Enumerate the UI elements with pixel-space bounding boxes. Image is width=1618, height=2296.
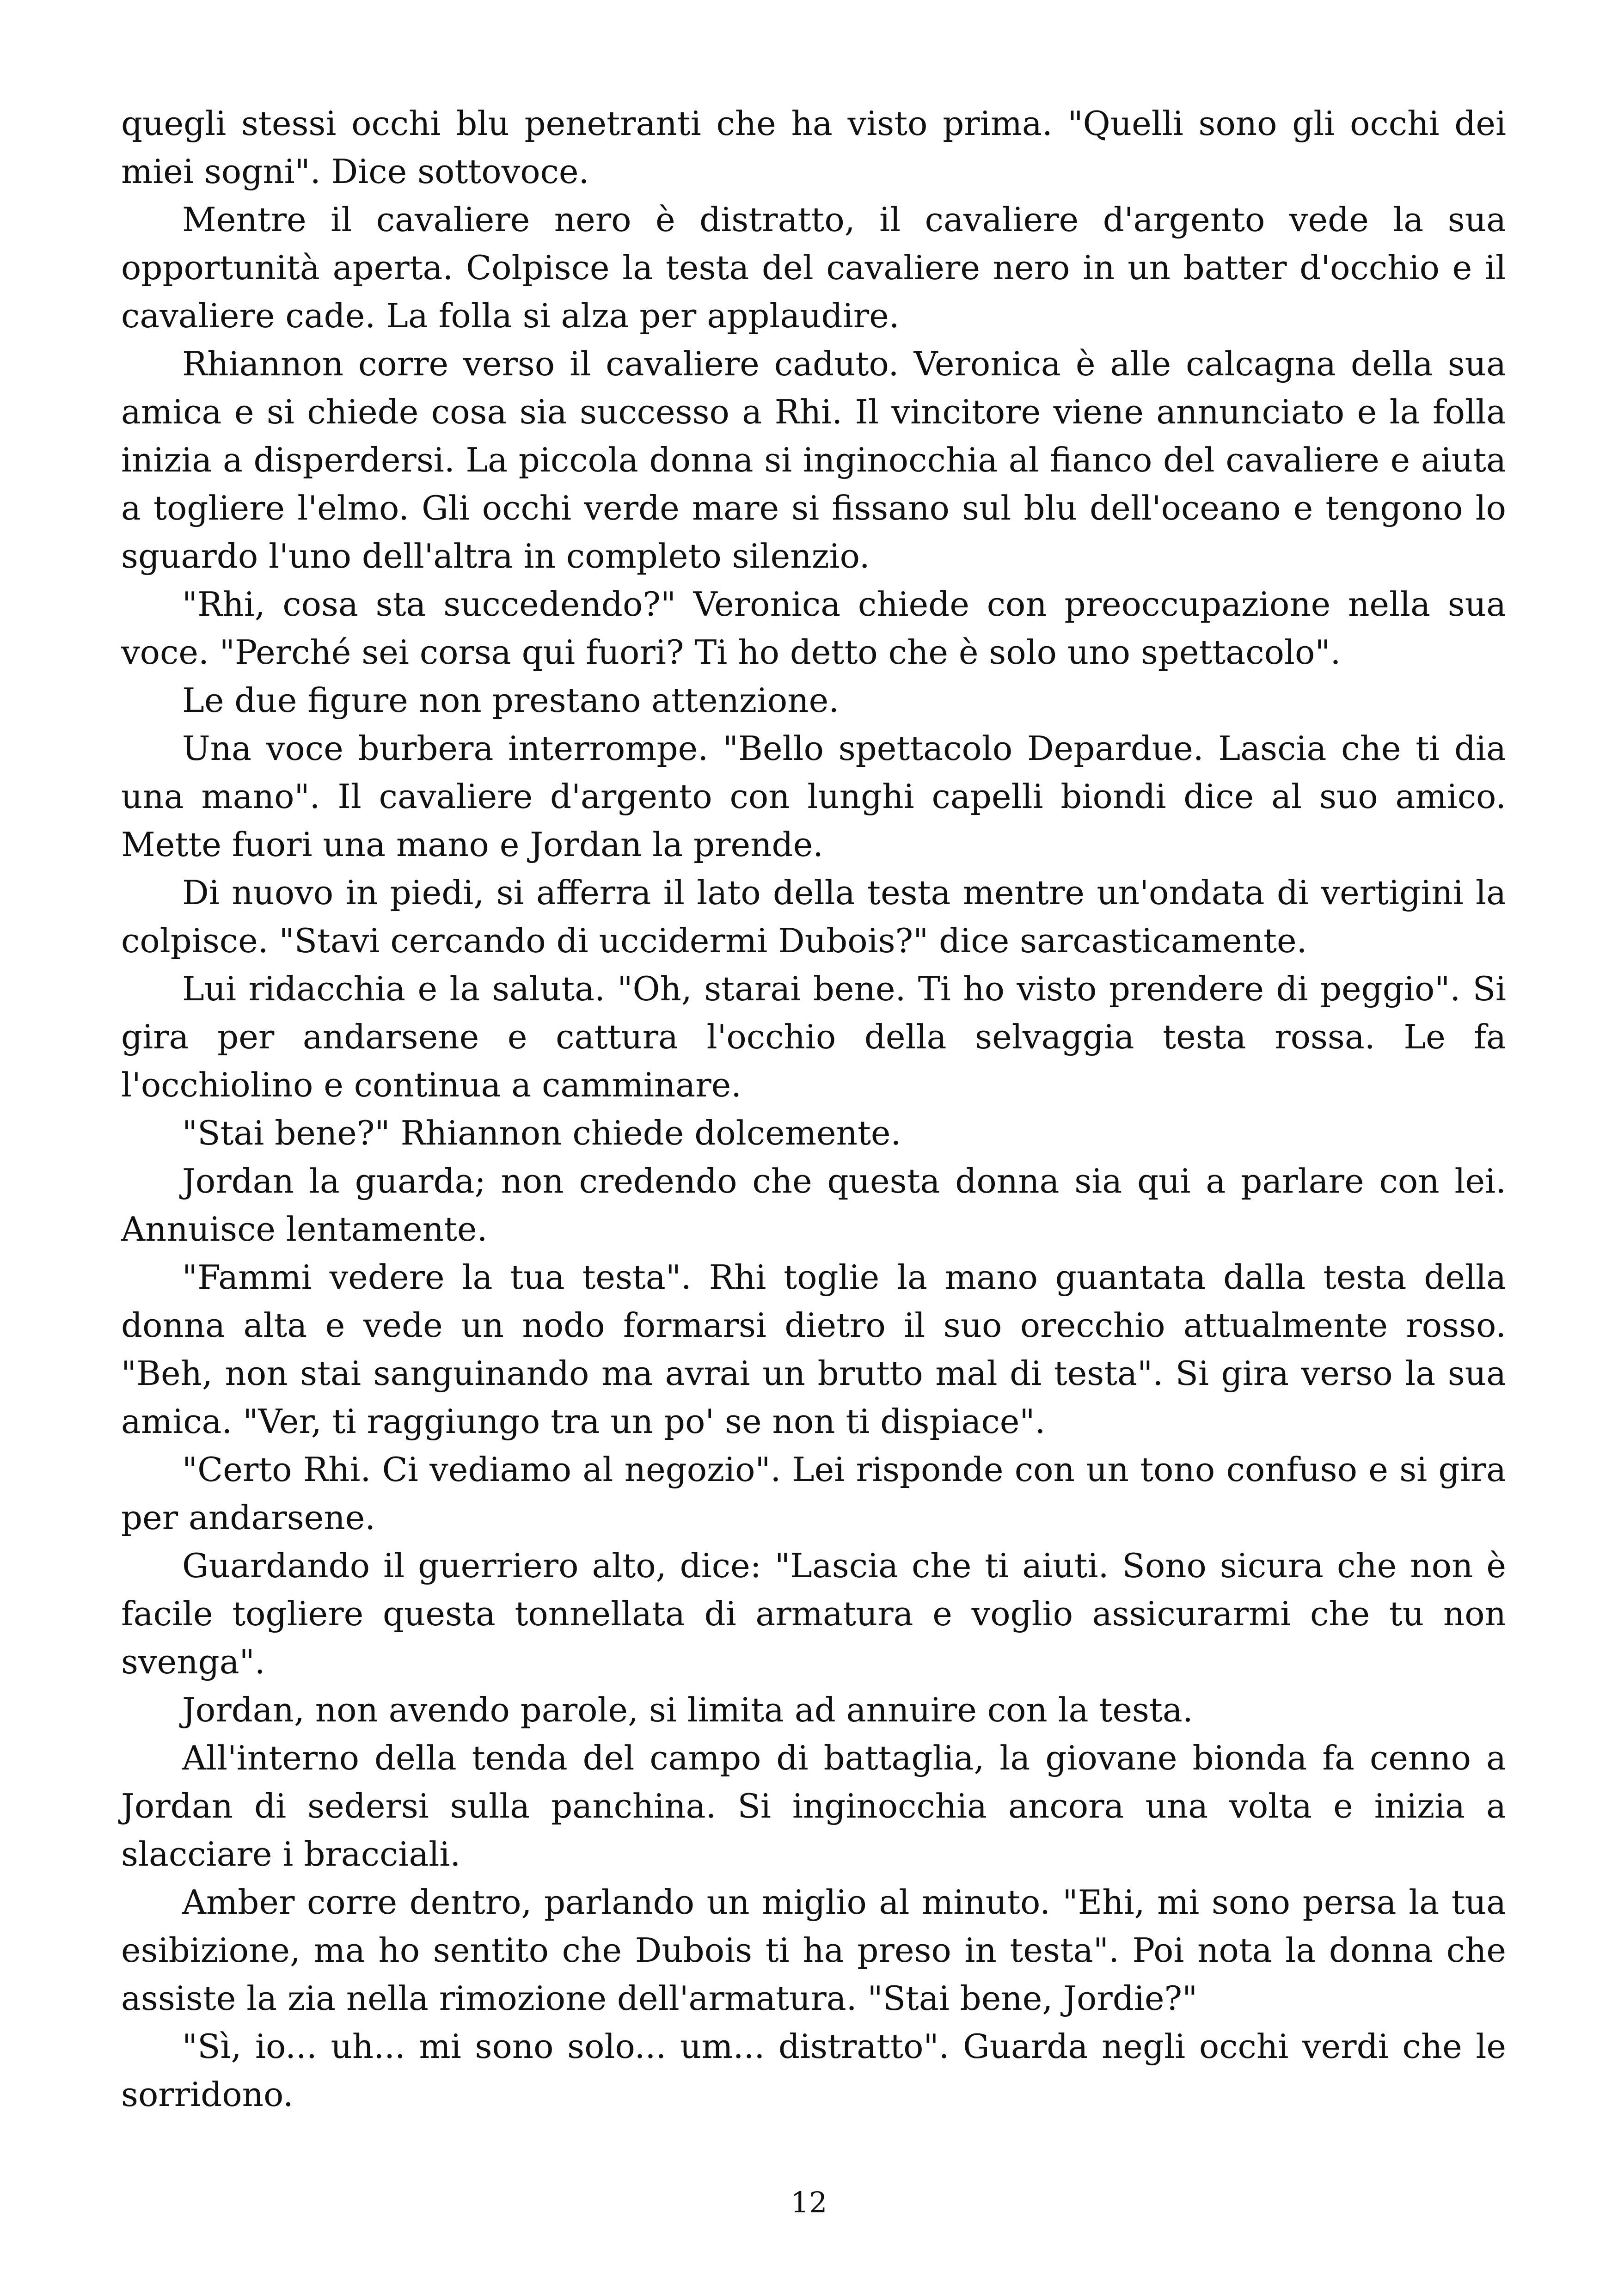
paragraph-2: Mentre il cavaliere nero è distratto, il cavaliere d'argento vede la sua opportunità aperta. Colpisce la testa del cavaliere nero in un batter d'occhio e il cavaliere cade. La folla si alza per applaudire. <box>121 200 1506 335</box>
paragraph-9: "Stai bene?" Rhiannon chiede dolcemente. <box>182 1114 901 1152</box>
paragraph-6: Una voce burbera interrompe. "Bello spettacolo Depardue. Lascia che ti dia una mano". Il cavaliere d'argento con lunghi capelli biondi dice al suo amico. Mette fuori una mano e Jordan la prende. <box>121 729 1506 864</box>
paragraph-16: Amber corre dentro, parlando un miglio al minuto. "Ehi, mi sono persa la tua esibizione, ma ho sentito che Dubois ti ha preso in testa". Poi nota la donna che assiste la zia nella rimozione dell'armatura. "Stai bene, Jordie?" <box>121 1883 1506 2018</box>
paragraph-8: Lui ridacchia e la saluta. "Oh, starai bene. Ti ho visto prendere di peggio". Si gira per andarsene e cattura l'occhio della selvaggia testa rossa. Le fa l'occhiolino e continua a camminare. <box>121 969 1506 1104</box>
paragraph-14: Jordan, non avendo parole, si limita ad annuire con la testa. <box>182 1690 1193 1729</box>
page-number: 12 <box>791 2186 827 2219</box>
paragraph-12: "Certo Rhi. Ci vediamo al negozio". Lei risponde con un tono confuso e si gira per andarsene. <box>121 1450 1506 1537</box>
paragraph-7: Di nuovo in piedi, si afferra il lato della testa mentre un'ondata di vertigini la colpisce. "Stavi cercando di uccidermi Dubois?" dice sarcasticamente. <box>121 873 1506 960</box>
paragraph-17: "Sì, io... uh... mi sono solo... um... distratto". Guarda negli occhi verdi che le sorridono. <box>121 2027 1506 2114</box>
page-body <box>121 99 1506 2118</box>
paragraph-3: Rhiannon corre verso il cavaliere caduto. Veronica è alle calcagna della sua amica e si chiede cosa sia successo a Rhi. Il vincitore viene annunciato e la folla inizia a disperdersi. La piccola donna si inginocchia al fianco del cavaliere e aiuta a togliere l'elmo. Gli occhi verde mare si fissano sul blu dell'oceano e tengono lo sguardo l'uno dell'altra in completo silenzio. <box>121 344 1506 576</box>
paragraph-1: quegli stessi occhi blu penetranti che ha visto prima. "Quelli sono gli occhi dei miei sogni". Dice sottovoce. <box>121 104 1506 191</box>
paragraph-5: Le due figure non prestano attenzione. <box>182 681 840 720</box>
paragraph-13: Guardando il guerriero alto, dice: "Lascia che ti aiuti. Sono sicura che non è facile togliere questa tonnellata di armatura e voglio assicurarmi che tu non svenga". <box>121 1546 1506 1681</box>
paragraph-15: All'interno della tenda del campo di battaglia, la giovane bionda fa cenno a Jordan di sedersi sulla panchina. Si inginocchia ancora una volta e inizia a slacciare i bracciali. <box>121 1739 1506 1874</box>
paragraph-11: "Fammi vedere la tua testa". Rhi toglie la mano guantata dalla testa della donna alta e vede un nodo formarsi dietro il suo orecchio attualmente rosso. "Beh, non stai sanguinando ma avrai un brutto mal di testa". Si gira verso la sua amica. "Ver, ti raggiungo tra un po' se non ti dispiace". <box>121 1258 1506 1441</box>
paragraph-10: Jordan la guarda; non credendo che questa donna sia qui a parlare con lei. Annuisce lentamente. <box>121 1162 1506 1249</box>
paragraph-4: "Rhi, cosa sta succedendo?" Veronica chiede con preoccupazione nella sua voce. "Perché sei corsa qui fuori? Ti ho detto che è solo uno spettacolo". <box>121 585 1506 672</box>
